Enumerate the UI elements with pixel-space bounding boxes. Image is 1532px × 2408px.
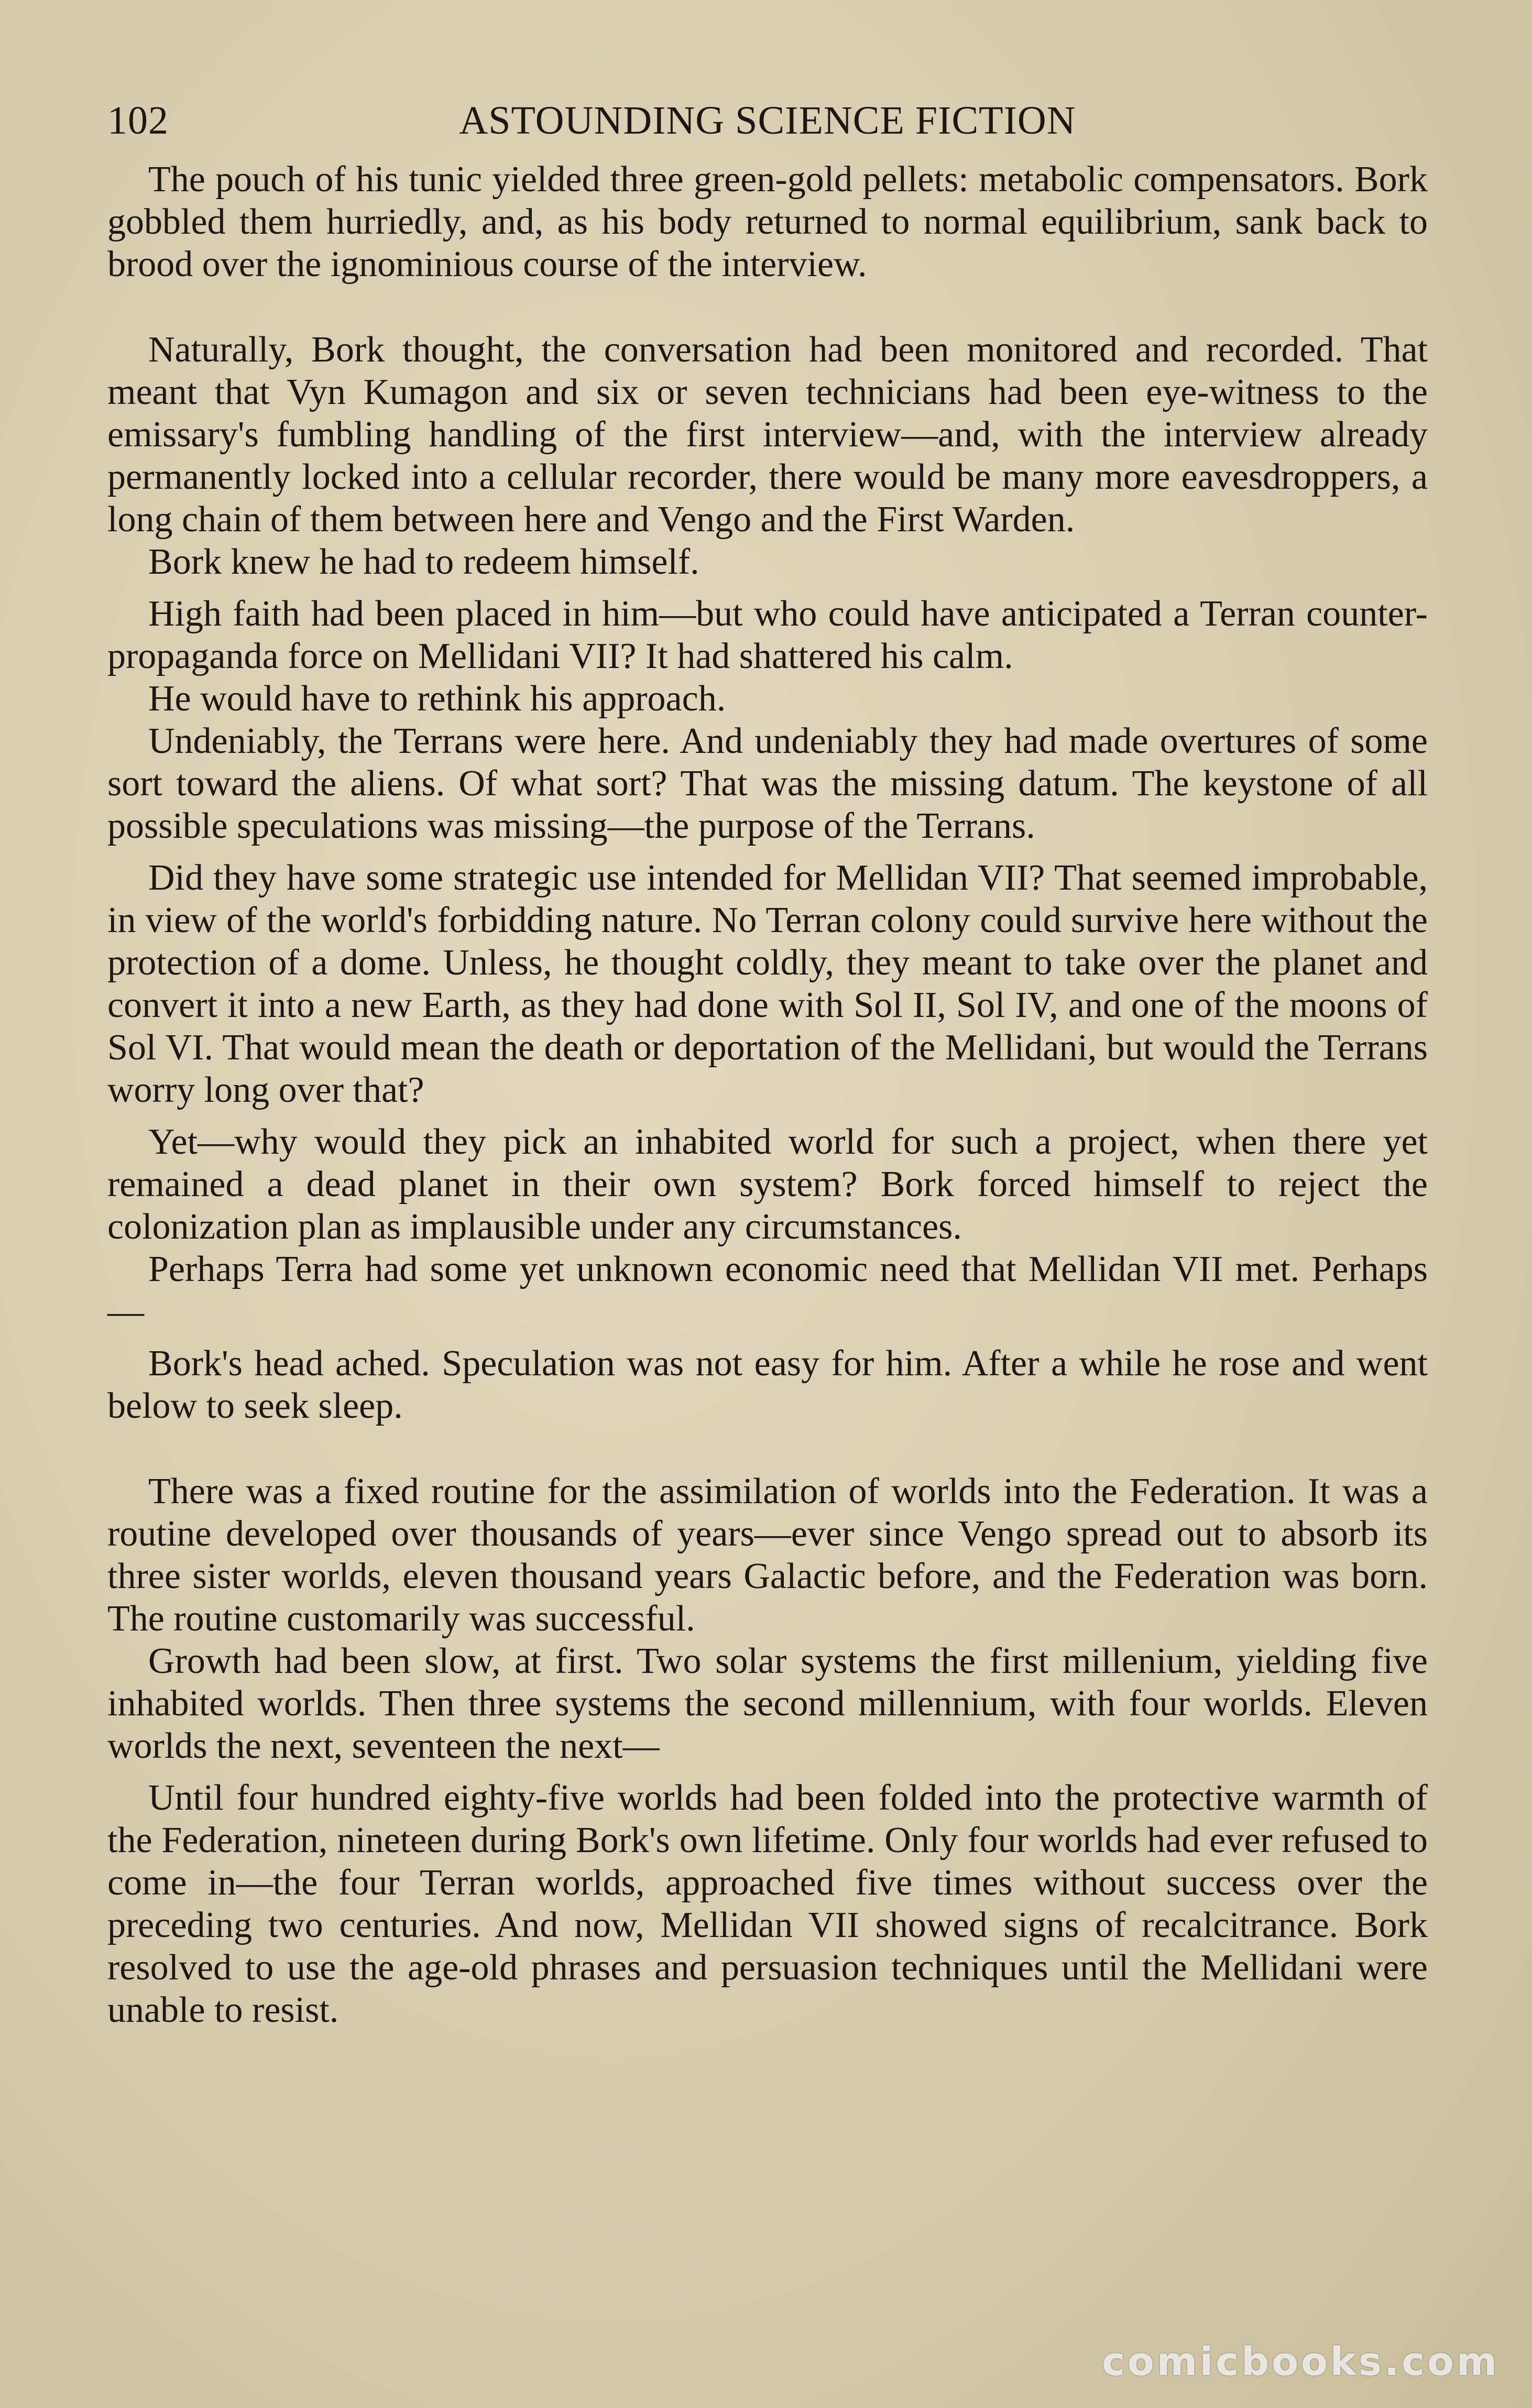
paragraph: High faith had been placed in him—but who could have anticipated a Terran counter-propaganda force on Mellidani VII? It had shattered his calm.	[107, 594, 1428, 676]
paragraph: Perhaps Terra had some yet unknown economic need that Mellidan VII met. Perhaps—	[107, 1249, 1428, 1332]
running-head	[107, 89, 1428, 152]
magazine-title: ASTOUNDING SCIENCE FICTION	[459, 98, 1076, 143]
paragraph: Growth had been slow, at first. Two solar systems the first millenium, yielding five inhabited worlds. Then three systems the second millennium, with four worlds. Eleven worlds the next, seventeen the next—	[107, 1641, 1428, 1766]
article-body	[107, 158, 1428, 2031]
paragraph: Until four hundred eighty-five worlds had been folded into the protective warmth of the Federation, nineteen during Bork's own lifetime. Only four worlds had ever refused to come in—the four Terran worlds, approached five times without success over the preceding two centuries. And now, Mellidan VII showed signs of recalcitrance. Bork resolved to use the age-old phrases and persuasion techniques until the Mellidani were unable to resist.	[107, 1778, 1428, 2030]
paragraph: Yet—why would they pick an inhabited world for such a project, when there yet remained a dead planet in their own system? Bork forced himself to reject the colonization plan as implausible under any circumstances.	[107, 1122, 1428, 1247]
paragraph: Naturally, Bork thought, the conversation had been monitored and recorded. That meant that Vyn Kumagon and six or seven technicians had been eye-witness to the emissary's fumbling handling of the first interview—and, with the interview already permanently locked into a cellular recorder, there would be many more eavesdroppers, a long chain of them between here and Vengo and the First Warden.	[107, 330, 1428, 540]
paragraph: There was a fixed routine for the assimilation of worlds into the Federation. It was a routine developed over thousands of years—ever since Vengo spread out to absorb its three sister worlds, eleven thousand years Galactic before, and the Federation was born. The routine customarily was successful.	[107, 1471, 1428, 1639]
paragraph: The pouch of his tunic yielded three green-gold pellets: metabolic compensators. Bork gobbled them hurriedly, and, as his body returned to normal equilibrium, sank back to brood over the ignominious course of the interview.	[107, 159, 1428, 284]
paragraph: Bork knew he had to redeem himself.	[148, 542, 699, 582]
page-content	[107, 89, 1428, 2041]
watermark-logo: comicbooks.com	[1102, 2339, 1500, 2384]
page-number: 102	[107, 98, 169, 143]
paragraph: Undeniably, the Terrans were here. And undeniably they had made overtures of some sort toward the aliens. Of what sort? That was the missing datum. The keystone of all possible speculations was missing—the purpose of the Terrans.	[107, 721, 1428, 846]
paragraph: Bork's head ached. Speculation was not easy for him. After a while he rose and went below to seek sleep.	[107, 1343, 1428, 1426]
paragraph: Did they have some strategic use intended for Mellidan VII? That seemed improbable, in view of the world's forbidding nature. No Terran colony could survive here without the protection of a dome. Unless, he thought coldly, they meant to take over the planet and convert it into a new Earth, as they had done with Sol II, Sol IV, and one of the moons of Sol VI. That would mean the death or deportation of the Mellidani, but would the Terrans worry long over that?	[107, 858, 1428, 1110]
paragraph: He would have to rethink his approach.	[148, 678, 726, 719]
